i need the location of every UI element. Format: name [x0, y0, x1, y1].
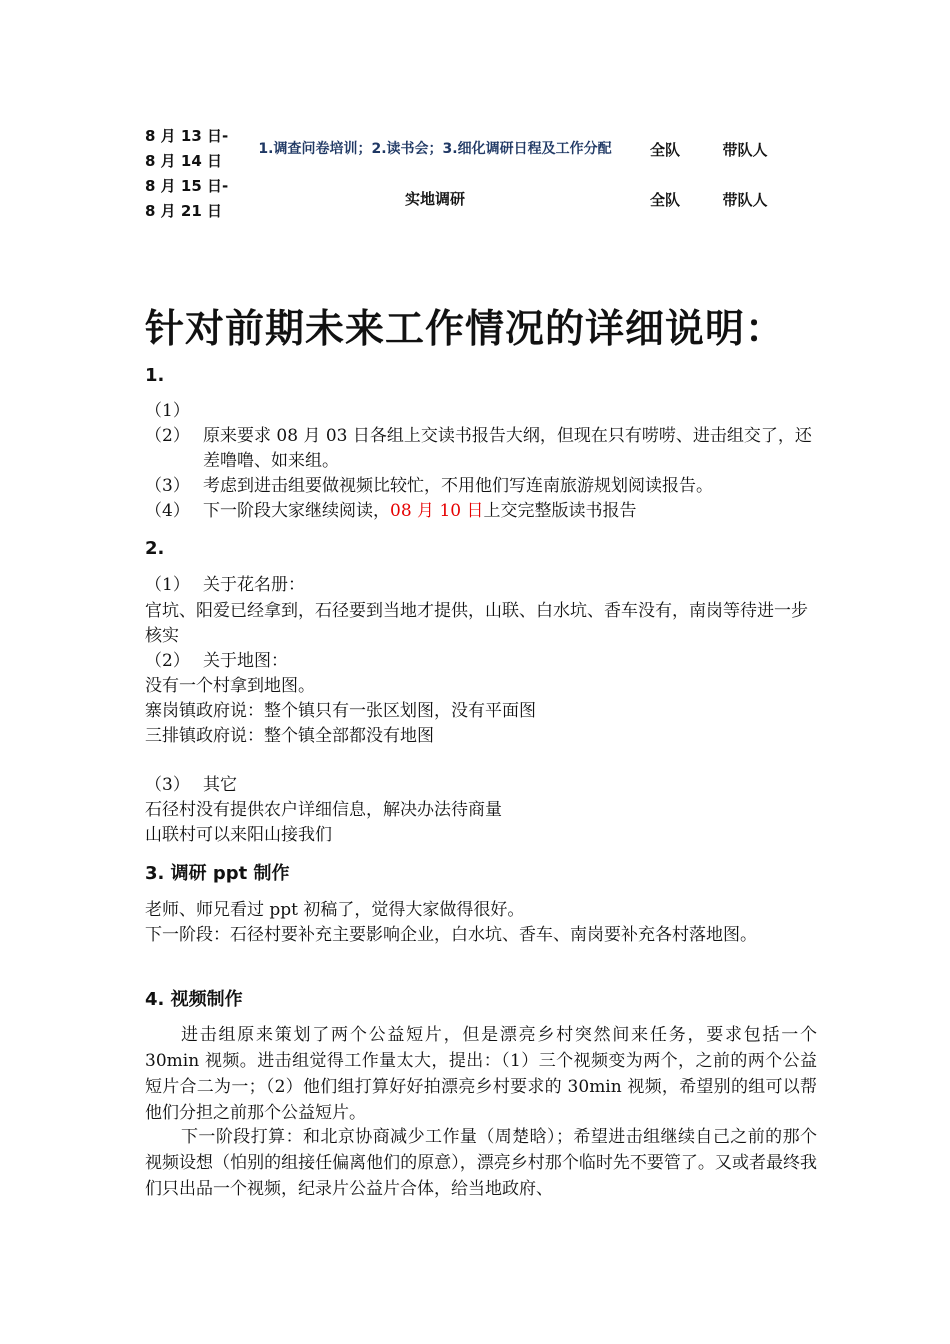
text-line: 山联村可以来阳山接我们: [145, 825, 332, 845]
item-number: （3）: [145, 476, 190, 496]
text-line: 石径村没有提供农户详细信息，解决办法待商量: [145, 800, 502, 820]
text-line: 老师、师兄看过 ppt 初稿了，觉得大家做得很好。: [145, 900, 525, 920]
text-span: 下一阶段大家继续阅读，: [203, 501, 390, 521]
item-number: （1）: [145, 575, 190, 595]
list-item: [145, 773, 815, 798]
list-item: [145, 399, 815, 424]
leader-cell: 带队人: [722, 190, 768, 209]
schedule-table: [145, 124, 805, 224]
item-text: 关于花名册：: [203, 575, 305, 595]
item-number: （4）: [145, 501, 190, 521]
date-cell: [145, 174, 240, 224]
schedule-row: [145, 174, 805, 224]
date-start: 8 月 15 日-: [145, 177, 229, 195]
team-cell: 全队: [649, 140, 680, 159]
leader-cell: 带队人: [722, 140, 768, 159]
text-line: 没有一个村拿到地图。: [145, 676, 315, 696]
item-text: 考虑到进击组要做视频比较忙，不用他们写连南旅游规划阅读报告。: [203, 476, 713, 496]
item-text: 关于地图：: [203, 651, 288, 671]
paragraph: 下一阶段：石径村要补充主要影响企业，白水坑、香车、南岗要补充各村落地图。: [145, 925, 757, 945]
section-heading-1: 1.: [145, 365, 165, 386]
item-number: （2）: [145, 651, 190, 671]
date-start: 8 月 13 日-: [145, 127, 229, 145]
date-end: 8 月 14 日: [145, 152, 222, 170]
section-heading-4: 4. 视频制作: [145, 989, 243, 1010]
paragraph: 官坑、阳爱已经拿到，石径要到当地才提供，山联、白水坑、香车没有，南岗等待进一步核实: [145, 601, 808, 646]
text-line: 三排镇政府说：整个镇全部都没有地图: [145, 726, 434, 746]
item-number: （1）: [145, 401, 190, 421]
schedule-row: [145, 124, 805, 174]
item-text: 原来要求 08 月 03 日各组上交读书报告大纲，但现在只有唠唠、进击组交了，还差噜噜、如来组。: [203, 426, 812, 471]
team-cell: 全队: [649, 190, 680, 209]
item-text: 其它: [203, 775, 237, 795]
paragraph: 进击组原来策划了两个公益短片，但是漂亮乡村突然间来任务，要求包括一个 30min 视频。进击组觉得工作量太大，提出：（1）三个视频变为两个，之前的两个公益短片合二为一；（2）他们组打算好好拍漂亮乡村要求的 30min 视频，希望别的组可以帮他们分担之前那个公益短片。: [145, 1025, 817, 1123]
list-item: [145, 499, 815, 524]
paragraph: 下一阶段打算：和北京协商减少工作量（周楚晗）；希望进击组继续自己之前的那个视频设想（怕别的组接任偏离他们的原意），漂亮乡村那个临时先不要管了。又或者最终我们只出品一个视频，纪录片公益片合体，给当地政府、: [145, 1127, 817, 1199]
task-cell: 实地调研: [404, 189, 465, 208]
item-number: （2）: [145, 426, 190, 446]
task-cell: 1.调查问卷培训；2.读书会；3.细化调研日程及工作分配: [258, 140, 612, 157]
deadline-date: 08 月 10 日: [390, 501, 484, 521]
section-heading-3: 3. 调研 ppt 制作: [145, 863, 290, 884]
text-line: 寨岗镇政府说：整个镇只有一张区划图，没有平面图: [145, 701, 536, 721]
list-item: [145, 424, 815, 474]
page-title: 针对前期未来工作情况的详细说明：: [145, 307, 786, 352]
list-item: [145, 649, 815, 674]
list-item: [145, 474, 815, 499]
text-span: 上交完整版读书报告: [483, 501, 637, 521]
section-heading-2: 2.: [145, 538, 165, 559]
date-end: 8 月 21 日: [145, 202, 222, 220]
item-number: （3）: [145, 775, 190, 795]
item-text: [203, 499, 815, 524]
date-cell: [145, 124, 240, 174]
list-item: [145, 573, 815, 598]
